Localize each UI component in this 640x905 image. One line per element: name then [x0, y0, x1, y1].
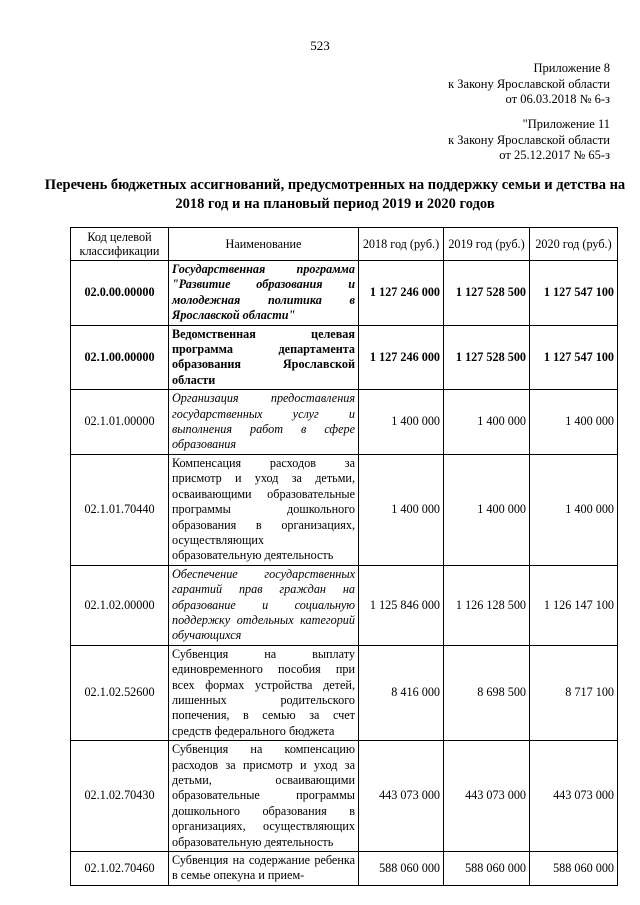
table-row	[71, 261, 618, 326]
annex-8-line-3: от 06.03.2018 № 6-з	[505, 92, 610, 106]
page-number: 523	[310, 38, 330, 53]
row-name: Субвенция на выплату единовременного пособия при всех формах устройства детей, лишенных родительского попечения, в семью за счет средств федерального бюджета	[169, 645, 359, 740]
budget-table	[70, 227, 618, 886]
annex-11-line-2: к Закону Ярославской области	[448, 132, 610, 147]
row-2020: 1 127 547 100	[530, 325, 618, 390]
table-row	[71, 741, 618, 852]
row-2019: 1 126 128 500	[444, 565, 530, 645]
row-2018: 1 400 000	[359, 454, 444, 565]
row-name: Компенсация расходов за присмотр и уход за детьми, осваивающими образовательные программы дошкольного образования в организациях, осуществляющих образовательную деятельность	[169, 454, 359, 565]
table-row	[71, 390, 618, 455]
row-code: 02.1.02.00000	[71, 565, 169, 645]
row-2018: 443 073 000	[359, 741, 444, 852]
header-2019: 2019 год (руб.)	[444, 228, 530, 261]
table-row	[71, 645, 618, 740]
row-2019: 1 400 000	[444, 454, 530, 565]
annex-11-reference	[448, 117, 610, 164]
annex-11-line-3: от 25.12.2017 № 65-з	[499, 148, 610, 162]
row-2018: 1 127 246 000	[359, 261, 444, 326]
row-name: Субвенция на компенсацию расходов за присмотр и уход за детьми, осваивающими образовательные программы дошкольного образования в организациях, осуществляющих образовательную деятельность	[169, 741, 359, 852]
table-header-row	[71, 228, 618, 261]
header-2020: 2020 год (руб.)	[530, 228, 618, 261]
row-code: 02.1.01.70440	[71, 454, 169, 565]
header-code: Код целевой классификации	[71, 228, 169, 261]
row-2020: 1 127 547 100	[530, 261, 618, 326]
document-title: Перечень бюджетных ассигнований, предусмотренных на поддержку семьи и детства на 2018 год и на плановый период 2019 и 2020 годов	[44, 177, 626, 212]
annex-8-reference	[448, 61, 610, 108]
row-2018: 1 127 246 000	[359, 325, 444, 390]
row-code: 02.1.02.70430	[71, 741, 169, 852]
row-2020: 8 717 100	[530, 645, 618, 740]
row-2019: 1 400 000	[444, 390, 530, 455]
row-2019: 443 073 000	[444, 741, 530, 852]
row-2018: 8 416 000	[359, 645, 444, 740]
row-2019: 1 127 528 500	[444, 261, 530, 326]
row-2018: 1 125 846 000	[359, 565, 444, 645]
row-code: 02.1.02.70460	[71, 852, 169, 886]
row-2018: 588 060 000	[359, 852, 444, 886]
row-name: Ведомственная целевая программа департамента образования Ярославской области	[169, 325, 359, 390]
row-2020: 443 073 000	[530, 741, 618, 852]
row-2020: 1 400 000	[530, 454, 618, 565]
row-2019: 1 127 528 500	[444, 325, 530, 390]
table-row	[71, 852, 618, 886]
row-name: Организация предоставления государственных услуг и выполнения работ в сфере образования	[169, 390, 359, 455]
row-code: 02.0.00.00000	[71, 261, 169, 326]
header-name: Наименование	[169, 228, 359, 261]
row-code: 02.1.01.00000	[71, 390, 169, 455]
row-2018: 1 400 000	[359, 390, 444, 455]
row-name: Государственная программа "Развитие образования и молодежная политика в Ярославской области"	[169, 261, 359, 326]
row-2019: 8 698 500	[444, 645, 530, 740]
table-row	[71, 565, 618, 645]
row-code: 02.1.00.00000	[71, 325, 169, 390]
annex-8-line-2: к Закону Ярославской области	[448, 76, 610, 91]
table-row	[71, 325, 618, 390]
annex-11-line-1: "Приложение 11	[522, 117, 610, 131]
header-2018: 2018 год (руб.)	[359, 228, 444, 261]
row-2019: 588 060 000	[444, 852, 530, 886]
row-name: Обеспечение государственных гарантий прав граждан на образование и социальную поддержку отдельных категорий обучающихся	[169, 565, 359, 645]
row-2020: 588 060 000	[530, 852, 618, 886]
table-row	[71, 454, 618, 565]
row-name: Субвенция на содержание ребенка в семье опекуна и прием-	[169, 852, 359, 886]
row-2020: 1 400 000	[530, 390, 618, 455]
annex-8-line-1: Приложение 8	[533, 61, 610, 75]
row-2020: 1 126 147 100	[530, 565, 618, 645]
row-code: 02.1.02.52600	[71, 645, 169, 740]
